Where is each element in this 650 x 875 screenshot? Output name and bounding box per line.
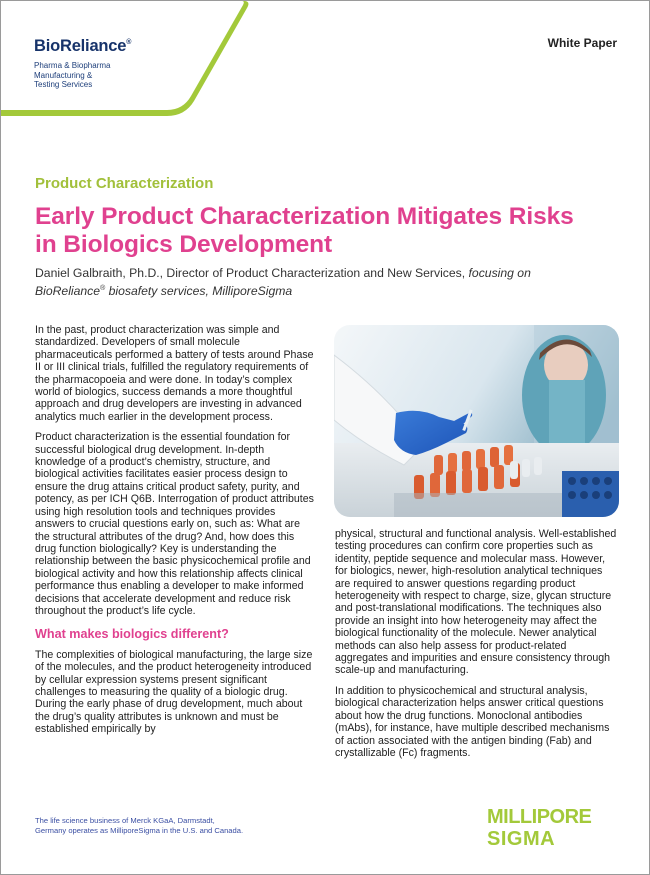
- paragraph-foundation: Product characterization is the essential foundation for successful biological drug development. In-depth knowledge of a product’s chemistry, structure, and biological activities facilitates easier process design to ensure the drug attains critical product safety, purity, and potency, as per ICH Q6B. Interrogation of product attributes using high resolution tools and techniques provides answers to crucial questions early on, such as: What are the structural attributes of the drug? And, how does this drug function biologically? Key is understanding the relationship between the basic physicochemical profile and biological activity and how this relationship affects clinical performance thus enabling a developer to make informed decisions that accelerate development and reduce risk throughout the product’s life cycle.: [35, 431, 314, 617]
- paragraph-analysis: physical, structural and functional analysis. Well-established testing procedures can confirm core properties such as identity, peptide sequence and molecular mass. However, for biologics, newer, high-resolution analytical techniques are required to answer questions regarding product heterogeneity with respect to charge, size, glycan structure and post-translational modifications. The techniques also provide an insight into how heterogeneity may affect the biological functionality of the molecule. Newer analytical methods can also help assess for product-related aggregates and impurities and ensure consistency through scale-up and manufacturing.: [335, 528, 617, 677]
- author-line: [35, 265, 595, 299]
- paragraph-intro: In the past, product characterization was simple and standardized. Developers of small molecule pharmaceuticals performed a battery of tests around Phase II or III clinical trials, fulfilled the regulatory requirements of the pharmacopoeia and were done. In today’s complex world of biologics, success demands a more thoughtful approach and drug developers are investing in advanced analytics much earlier in the development process.: [35, 324, 314, 423]
- right-column: [335, 528, 619, 759]
- author-focus: focusing on BioReliance® biosafety services, MilliporeSigma: [35, 266, 531, 298]
- author-name: Daniel Galbraith, Ph.D., Director of Product Characterization and New Services,: [35, 266, 469, 280]
- brand-tagline: Pharma & Biopharma Manufacturing & Testing Services: [34, 61, 111, 89]
- section-kicker: Product Characterization: [35, 175, 214, 192]
- section-heading: What makes biologics different?: [35, 627, 229, 642]
- brand-registered-mark: ®: [126, 39, 132, 46]
- left-column: [35, 324, 317, 736]
- page-title: Early Product Characterization Mitigates Risks in Biologics Development: [35, 203, 574, 258]
- document-type-label: White Paper: [547, 36, 617, 50]
- paragraph-biological-characterization: In addition to physicochemical and structural analysis, biological characterization helps answer critical questions about how the drug functions. Monoclonal antibodies (mAbs), for instance, have multiple described mechanisms of action associated with the antigen binding (Fab) and crystallizable (Fc) fragments.: [335, 684, 610, 759]
- blue-tube-rack: [562, 471, 619, 517]
- milliporesigma-logo: [485, 801, 625, 851]
- footer-note: The life science business of Merck KGaA, Darmstadt, Germany operates as MilliporeSigma in the U.S. and Canada.: [35, 816, 244, 835]
- paragraph-complexities: The complexities of biological manufacturing, the large size of the molecules, and the product heterogeneity introduced by cellular expression systems present significant challenges to measuring the quality of a biologic drug. During the early phase of drug development, much about the drug’s quality attributes is unknown and must be established empirically by: [35, 648, 313, 736]
- brand-name: BioReliance: [34, 37, 127, 55]
- logo-line-2: SIGMA: [487, 828, 556, 850]
- lab-photo: [334, 325, 619, 517]
- lab-photo-illustration: [334, 325, 619, 517]
- logo-line-1: MILLIPORE: [487, 806, 592, 828]
- bioreliance-logo: [34, 37, 131, 90]
